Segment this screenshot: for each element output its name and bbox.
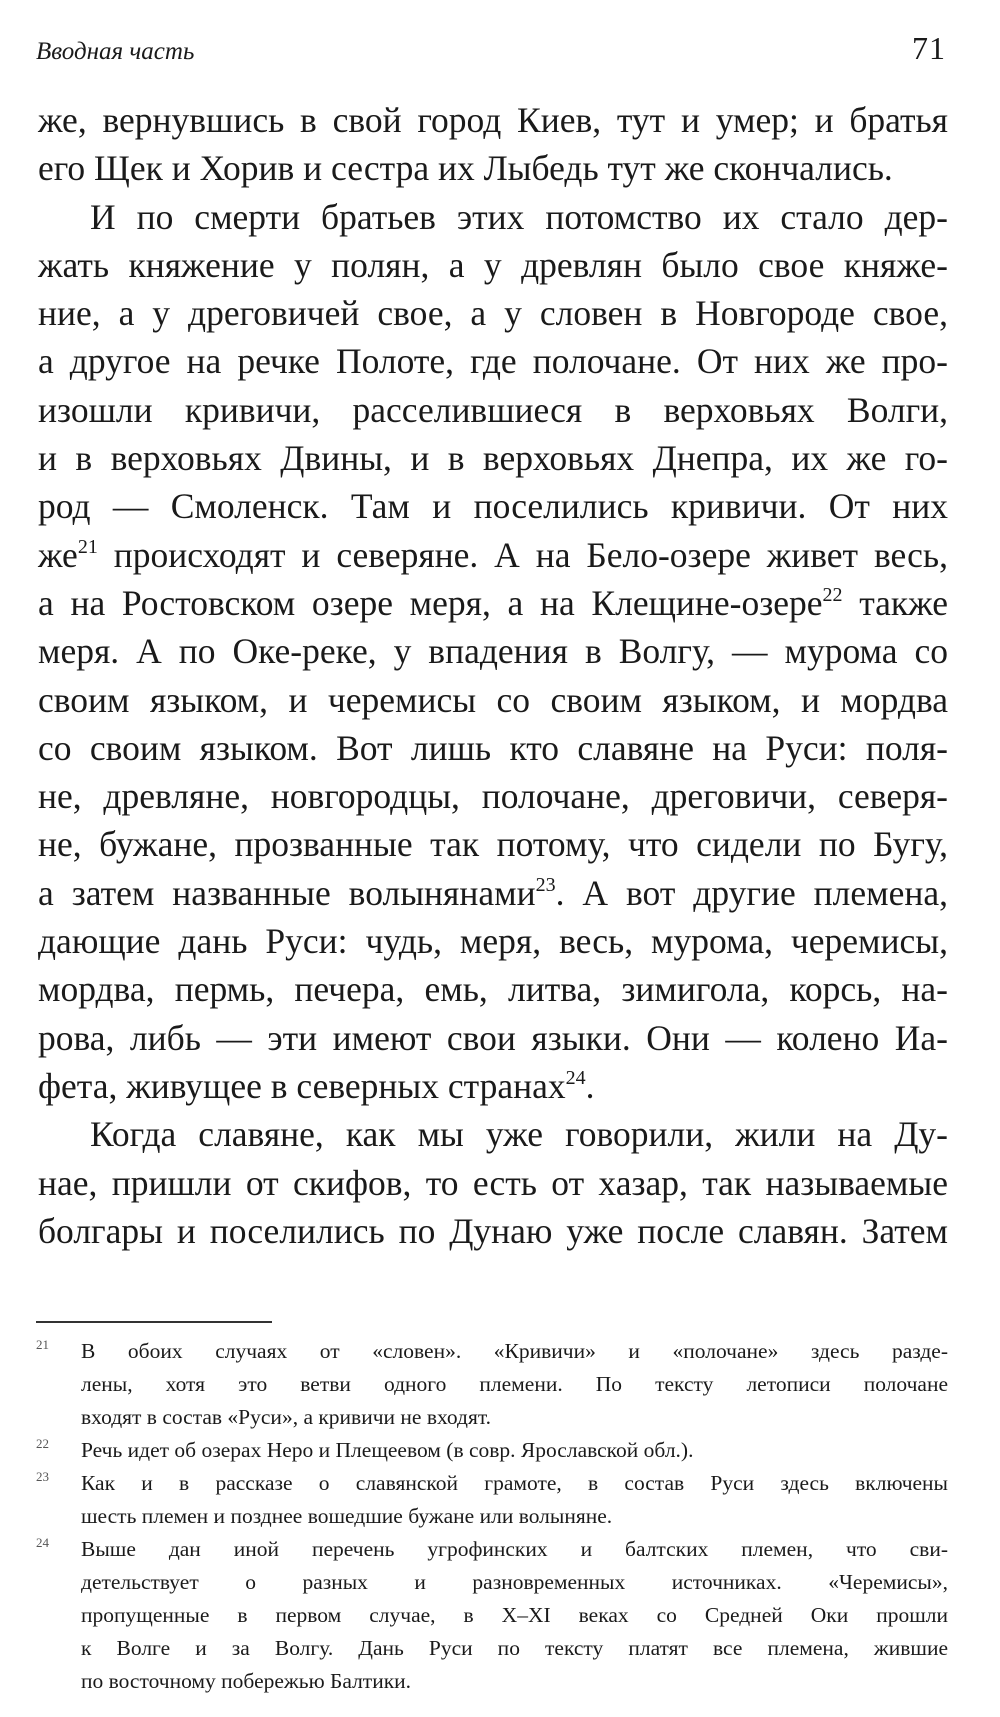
section-title: Вводная часть	[36, 38, 195, 65]
text-line: своим языком, и черемисы со своим языком, и мордва	[38, 679, 948, 720]
footnote-ref-21[interactable]: 21	[77, 535, 98, 558]
footnote-line: шесть племен и позднее вошедшие бужане или волыняне.	[81, 1504, 613, 1528]
text-line: со своим языком. Вот лишь кто славяне на Руси: поля-	[38, 727, 948, 768]
text-line: болгары и поселились по Дунаю уже после славян. Затем	[38, 1210, 948, 1251]
footnote-line: лены, хотя это ветви одного племени. По тексту летописи полочане	[81, 1372, 948, 1396]
text-line: меря. А по Оке-реке, у впадения в Волгу, — мурома со	[38, 631, 948, 672]
text-line: рова, либь — эти имеют свои языки. Они — колено Иа-	[38, 1017, 948, 1058]
text-line: а затем названные волынянами$^{23}$. А вот другие племена,	[38, 872, 948, 913]
running-head	[36, 30, 946, 67]
footnotes	[36, 1335, 948, 1698]
footnote-line: к Волге и за Волгу. Дань Руси по тексту платят все племена, жившие	[81, 1636, 948, 1660]
footnote-line: В обоих случаях от «словен». «Кривичи» и «полочане» здесь разде-	[81, 1339, 948, 1363]
text-line: нае, пришли от скифов, то есть от хазар, так называемые	[38, 1162, 948, 1203]
footnote-number: 24	[36, 1535, 49, 1550]
footnote-line: входят в состав «Руси», а кривичи не входят.	[81, 1405, 492, 1429]
footnote-line: детельствует о разных и разновременных источниках. «Черемисы»,	[81, 1570, 948, 1594]
footnote-22	[36, 1434, 948, 1467]
text-line: фета, живущее в северных странах$^{24}$.	[38, 1065, 595, 1106]
text-line: изошли кривичи, расселившиеся в верховьях Волги,	[38, 389, 948, 430]
footnote-line: Как и в рассказе о славянской грамоте, в состав Руси здесь включены	[81, 1471, 948, 1495]
text-line: $же^{21}$ происходят и северяне. А на Бело-озере живет весь,	[38, 534, 948, 575]
footnote-line: по восточному побережью Балтики.	[81, 1669, 412, 1693]
text-line: И по смерти братьев этих потомство их стало дер-	[90, 196, 948, 237]
text-line: мордва, пермь, печера, емь, литва, зимигола, корсь, на-	[38, 969, 948, 1010]
footnote-divider	[36, 1321, 272, 1323]
footnote-number: 22	[36, 1436, 49, 1451]
footnote-ref-23[interactable]: 23	[535, 873, 556, 896]
text-line: ние, а у дреговичей свое, а у словен в Новгороде свое,	[38, 293, 948, 334]
footnote-line: Выше дан иной перечень угрофинских и балтских племен, что сви-	[81, 1537, 948, 1561]
text-line: и в верховьях Двины, и в верховьях Днепра, их же го-	[38, 438, 948, 479]
text-line: а на Ростовском озере меря, а на Клещине-озере$^{22}$ также	[38, 582, 948, 623]
footnote-21	[36, 1335, 948, 1434]
text-line: дающие дань Руси: чудь, меря, весь, мурома, черемисы,	[38, 921, 948, 962]
footnote-line: Речь идет об озерах Неро и Плещеевом (в совр. Ярославской обл.).	[81, 1438, 694, 1462]
text-line: Когда славяне, как мы уже говорили, жили на Ду-	[90, 1114, 948, 1155]
body-text	[38, 96, 948, 1255]
text-line: же, вернувшись в свой город Киев, тут и умер; и братья	[38, 100, 948, 140]
footnote-ref-22[interactable]: 22	[822, 583, 843, 606]
text-line: род — Смоленск. Там и поселились кривичи. От них	[38, 486, 948, 527]
text-line: не, бужане, прозванные так потому, что сидели по Бугу,	[38, 824, 948, 865]
footnote-23	[36, 1467, 948, 1533]
footnote-number: 21	[36, 1337, 49, 1352]
footnote-ref-24[interactable]: 24	[565, 1066, 586, 1089]
page-number: 71	[912, 30, 946, 66]
footnote-line: пропущенные в первом случае, в X–XI веках со Средней Оки прошли	[81, 1603, 948, 1627]
text-line: а другое на речке Полоте, где полочане. От них же про-	[38, 341, 948, 382]
text-line: не, древляне, новгородцы, полочане, дреговичи, северя-	[38, 776, 948, 817]
footnote-number: 23	[36, 1469, 49, 1484]
footnote-24	[36, 1533, 948, 1698]
text-line: жать княжение у полян, а у древлян было свое княже-	[38, 244, 948, 285]
text-line: его Щек и Хорив и сестра их Лыбедь тут же скончались.	[38, 148, 893, 189]
